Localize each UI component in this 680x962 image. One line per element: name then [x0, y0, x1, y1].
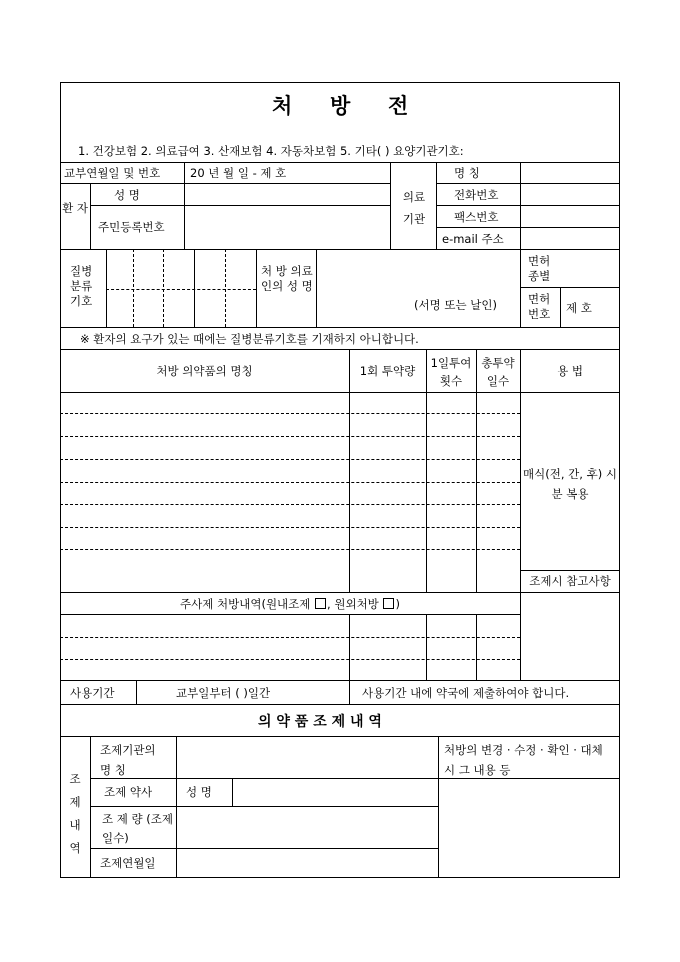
patient-name-label: 성 명: [114, 188, 140, 202]
pharmacist-label: 조제 약사: [104, 785, 153, 799]
license-number-value: 제 호: [566, 301, 592, 315]
outside-checkbox[interactable]: [383, 598, 394, 609]
license-type-label: 면허 종별: [528, 254, 551, 283]
dispense-side-label: 조 제 내 역: [69, 772, 81, 855]
period-note: 사용기간 내에 약국에 제출하여야 합니다.: [362, 686, 570, 700]
dispense-title: 의 약 품 조 제 내 역: [258, 714, 382, 730]
change-note-label: 처방의 변경 · 수정 · 확인 · 대체 시 그 내용 등: [444, 743, 603, 777]
in-house-checkbox[interactable]: [315, 598, 326, 609]
dispense-amount-label: 조 제 량 (조제일수): [102, 812, 173, 845]
patient-rrn-label: 주민등록번호: [98, 220, 165, 234]
license-number-label: 면허 번호: [528, 292, 551, 321]
title-char-2: 방: [330, 93, 353, 118]
pharmacist-name-label: 성 명: [186, 785, 212, 799]
institution-name-label: 명 칭: [454, 166, 480, 180]
institution-phone-label: 전화번호: [454, 188, 499, 202]
disease-code-label: 질병 분류 기호: [70, 264, 93, 308]
dose-once-header: 1회 투약량: [359, 364, 416, 378]
usage-text: 매식(전, 간, 후) 시 분 복용: [523, 467, 617, 501]
patient-label: 환 자: [62, 201, 88, 215]
disease-code-notice: ※ 환자의 요구가 있는 때에는 질병분류기호를 기재하지 아니합니다.: [80, 332, 419, 346]
injection-text-mid: , 원외처방: [327, 597, 383, 611]
issue-label: 교부연월일 및 번호: [64, 166, 161, 180]
injection-row: [60, 597, 520, 611]
period-value: 교부일부터 ( )일간: [176, 686, 271, 700]
title-char-3: 전: [388, 93, 411, 118]
institution-fax-label: 팩스번호: [454, 210, 499, 224]
period-label: 사용기간: [70, 686, 115, 700]
signature-note: (서명 또는 날인): [414, 298, 497, 312]
institution-label: 의료 기관: [402, 190, 426, 226]
total-days-header: 총투약 일수: [481, 356, 515, 388]
dispense-note-label: 조제시 참고사항: [529, 574, 611, 588]
dispense-institution-label: 조제기관의 명 칭: [100, 743, 156, 777]
title-char-1: 처: [272, 93, 295, 118]
insurance-type-line: 1. 건강보험 2. 의료급여 3. 산재보험 4. 자동차보험 5. 기타( ) 요양기관기호:: [78, 144, 464, 158]
injection-text-post: ): [395, 597, 400, 611]
usage-header: 용 법: [557, 364, 583, 378]
dispense-date-label: 조제연월일: [100, 856, 156, 870]
drug-name-header: 처방 의약품의 명칭: [156, 364, 253, 378]
injection-text-pre: 주사제 처방내역(원내조제: [180, 597, 315, 611]
doctor-name-label: 처 방 의료인의 성 명: [261, 264, 313, 293]
institution-email-label: e-mail 주소: [442, 232, 504, 246]
issue-value: 20 년 월 일 - 제 호: [190, 166, 287, 180]
daily-count-header: 1일투여 횟수: [430, 356, 472, 388]
